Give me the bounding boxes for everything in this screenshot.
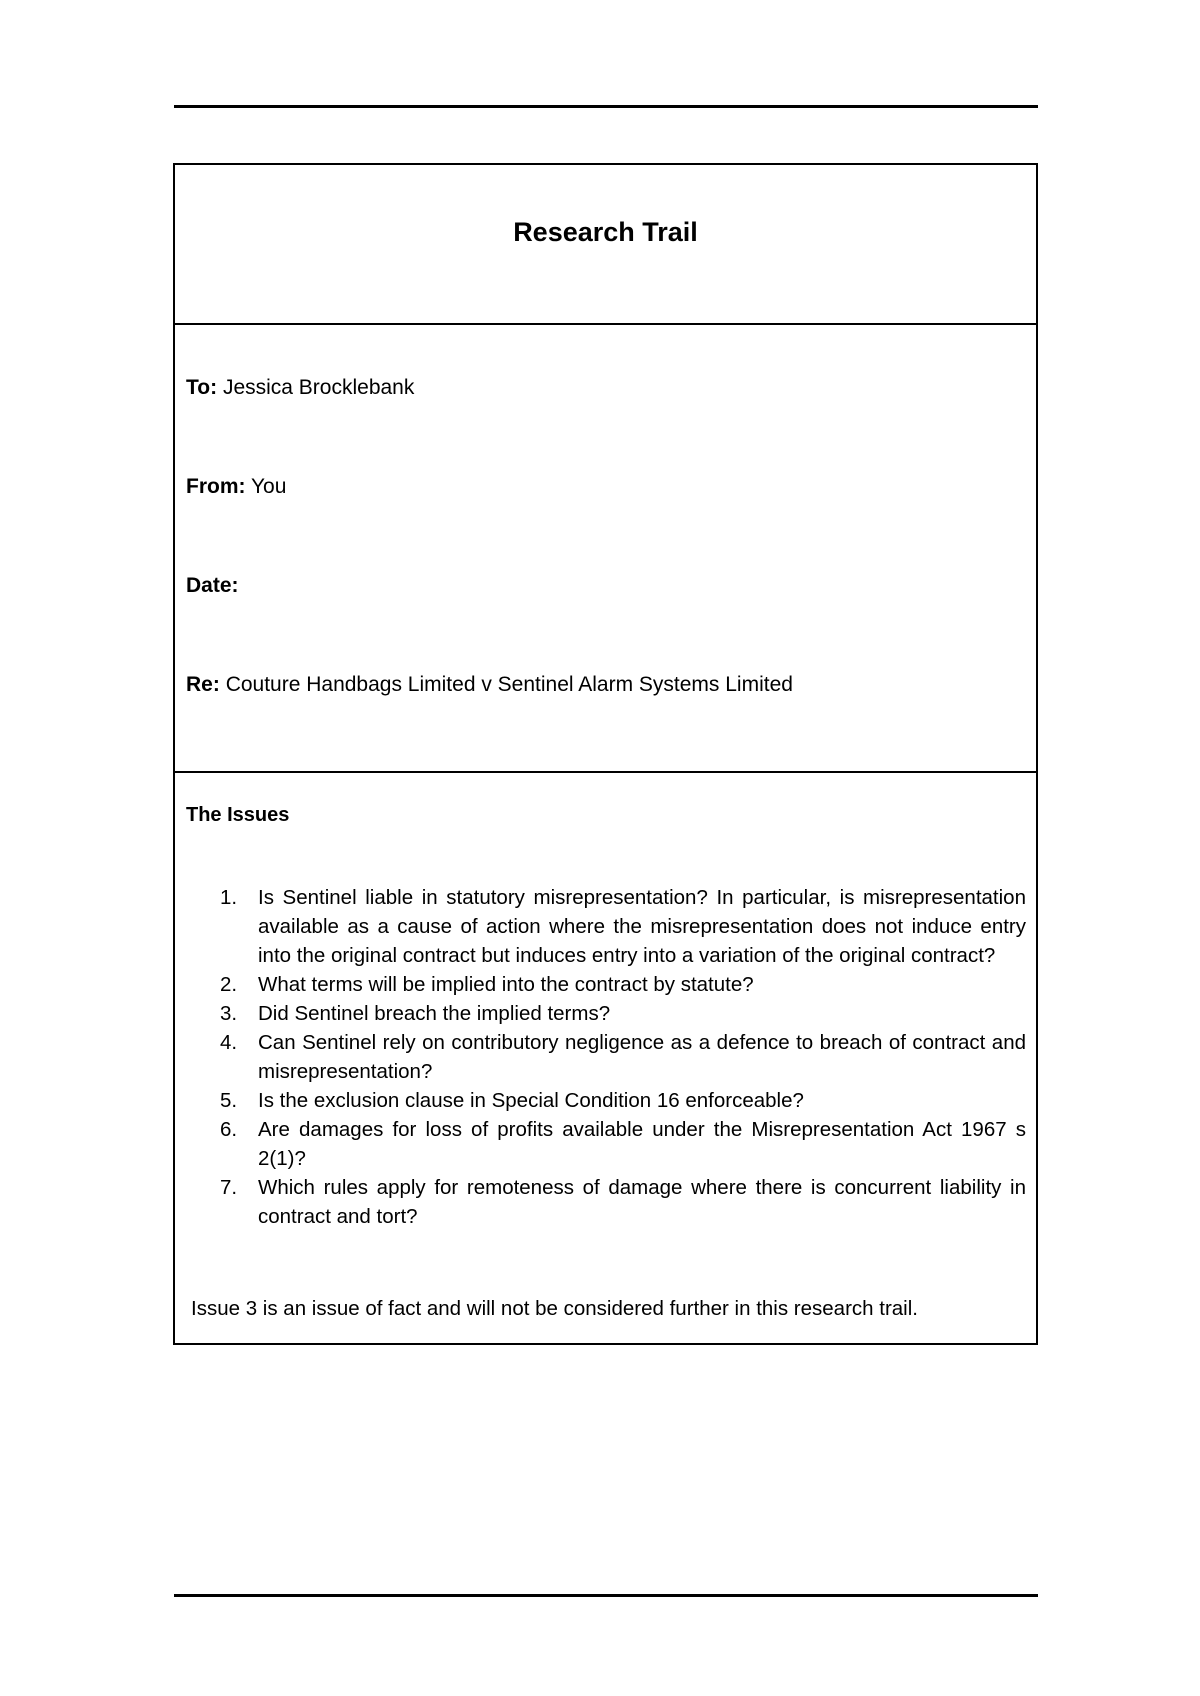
header-rule [174,105,1038,108]
memo-fields-cell [175,325,1036,773]
issue-number: 1. [220,886,238,909]
to-value: Jessica Brocklebank [222,376,415,399]
page-title: Research Trail [513,217,698,247]
issue-number: 4. [220,1031,238,1054]
issue-item-5 [175,1086,1026,1115]
issue-item-6 [175,1115,1026,1173]
research-trail-table [173,163,1038,1345]
issue-item-7 [175,1173,1026,1231]
date-field [186,574,239,598]
re-label: Re: [186,673,220,696]
issue-text: What terms will be implied into the contract by statute? [258,973,754,996]
from-field [186,475,286,499]
re-value: Couture Handbags Limited v Sentinel Alarm Systems Limited [225,673,793,696]
footer-rule [174,1594,1038,1597]
issues-heading: The Issues [186,804,290,826]
issue-text: Can Sentinel rely on contributory negligence as a defence to breach of contract and misrepresentation? [258,1031,1026,1083]
issue-number: 6. [220,1118,238,1141]
re-field [186,673,793,697]
issue-item-4 [175,1028,1026,1086]
issues-list [175,883,1026,1231]
issues-cell [175,773,1036,1343]
date-label: Date: [186,574,239,597]
to-label: To: [186,376,218,399]
issues-note: Issue 3 is an issue of fact and will not be considered further in this research trail. [191,1297,918,1320]
from-label: From: [186,475,246,498]
issue-number: 3. [220,1002,238,1025]
issue-number: 5. [220,1089,238,1112]
issue-text: Are damages for loss of profits available under the Misrepresentation Act 1967 s 2(1)? [258,1118,1026,1170]
issue-text: Is Sentinel liable in statutory misrepresentation? In particular, is misrepresentation available as a cause of action where the misrepresentation does not induce entry into the original contract but induces entry into a variation of the original contract? [258,886,1026,967]
issue-text: Did Sentinel breach the implied terms? [258,1002,611,1025]
issue-item-3 [175,999,1026,1028]
issue-item-1 [175,883,1026,970]
from-value: You [250,475,287,498]
issue-text: Which rules apply for remoteness of damage where there is concurrent liability in contract and tort? [258,1176,1026,1228]
issue-number: 7. [220,1176,238,1199]
to-field [186,376,414,400]
title-cell [175,165,1036,325]
issue-number: 2. [220,973,238,996]
issue-item-2 [175,970,1026,999]
issue-text: Is the exclusion clause in Special Condition 16 enforceable? [258,1089,804,1112]
